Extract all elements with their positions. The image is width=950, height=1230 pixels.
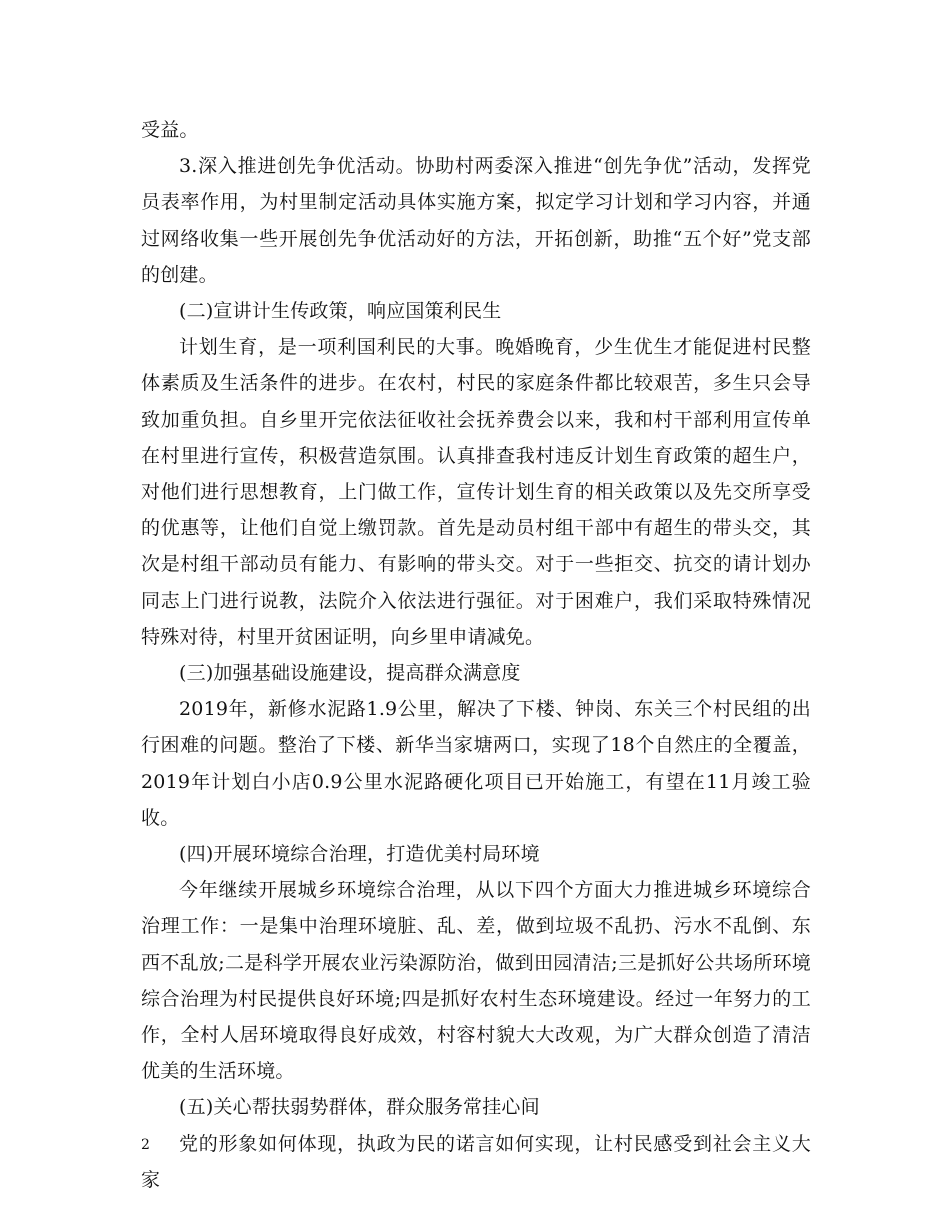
section-heading-4: (四)开展环境综合治理，打造优美村局环境 — [179, 843, 540, 866]
paragraph-item-3: 3.深入推进创先争优活动。协助村两委深入推进“创先争优”活动，发挥党员表率作用，为村里制定活动具体实施方案，拟定学习计划和学习内容，并通过网络收集一些开展创先争优活动好的方法，开拓创新，助推“五个好”党支部的创建。 — [141, 155, 811, 286]
document-body — [141, 112, 811, 1198]
paragraph-continuation: 受益。 — [141, 119, 199, 141]
paragraph-infrastructure: 2019年，新修水泥路1.9公里，解决了下楼、钟岗、东关三个村民组的出行困难的问题。整治了下楼、新华当家塘两口，实现了18个自然庄的全覆盖，2019年计划白小店0.9公里水泥路硬化项目已开始施工，有望在11月竣工验收。 — [141, 698, 811, 829]
paragraph-vulnerable-groups: 党的形象如何体现，执政为民的诺言如何实现，让村民感受到社会主义大家 — [141, 1132, 811, 1191]
section-heading-5: (五)关心帮扶弱势群体，群众服务常挂心间 — [179, 1096, 540, 1119]
section-heading-3: (三)加强基础设施建设，提高群众满意度 — [179, 662, 521, 685]
paragraph-environment: 今年继续开展城乡环境综合治理，从以下四个方面大力推进城乡环境综合治理工作：一是集中治理环境脏、乱、差，做到垃圾不乱扔、污水不乱倒、东西不乱放;二是科学开展农业污染源防治，做到田园清洁;三是抓好公共场所环境综合治理为村民提供良好环境;四是抓好农村生态环境建设。经过一年努力的工作，全村人居环境取得良好成效，村容村貌大大改观，为广大群众创造了清洁优美的生活环境。 — [141, 879, 811, 1083]
section-heading-2: (二)宣讲计生传政策，响应国策利民生 — [179, 300, 502, 323]
page-number: 2 — [141, 1137, 150, 1153]
paragraph-family-planning: 计划生育，是一项利国利民的大事。晚婚晚育，少生优生才能促进村民整体素质及生活条件的进步。在农村，村民的家庭条件都比较艰苦，多生只会导致加重负担。自乡里开完依法征收社会抚养费会以来，我和村干部利用宣传单在村里进行宣传，积极营造氛围。认真排查我村违反计划生育政策的超生户，对他们进行思想教育，上门做工作，宣传计划生育的相关政策以及先交所享受的优惠等，让他们自觉上缴罚款。首先是动员村组干部中有超生的带头交，其次是村组干部动员有能力、有影响的带头交。对于一些拒交、抗交的请计划办同志上门进行说教，法院介入依法进行强征。对于困难户，我们采取特殊情况特殊对待，村里开贫困证明，向乡里申请减免。 — [141, 336, 811, 648]
